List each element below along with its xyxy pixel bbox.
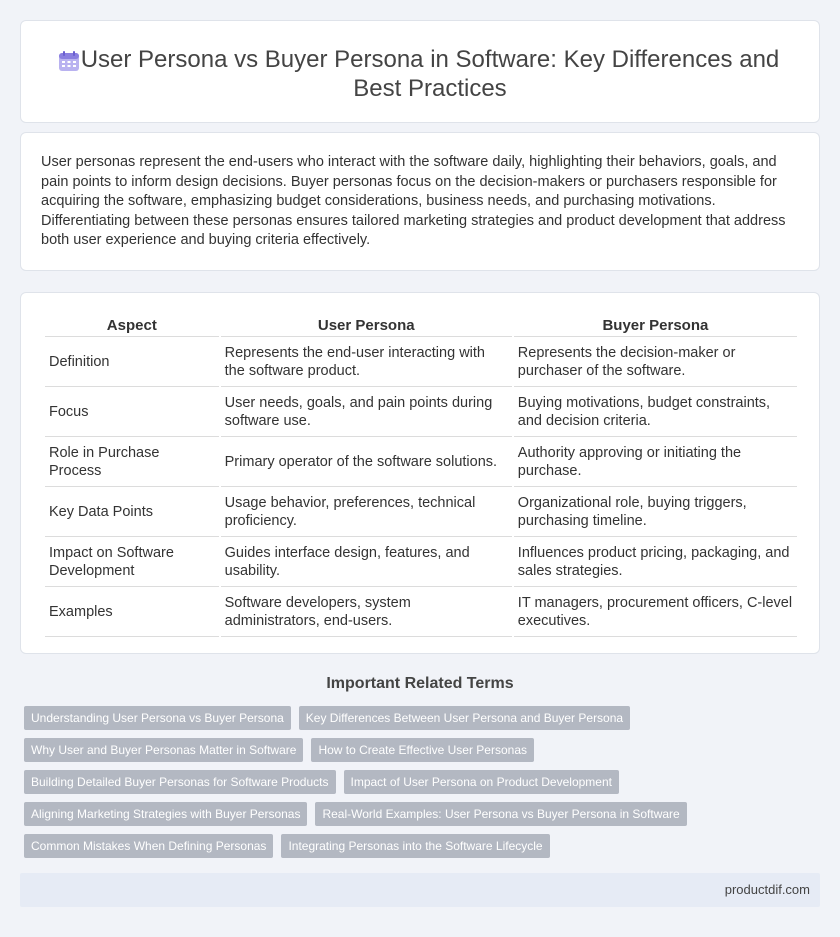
related-term-tag[interactable]: Understanding User Persona vs Buyer Persona: [24, 706, 291, 730]
header-user-persona: User Persona: [221, 313, 512, 337]
buyer-persona-cell: Organizational role, buying triggers, purchasing timeline.: [514, 487, 797, 537]
comparison-table-card: [20, 292, 820, 654]
page-title: User Persona vs Buyer Persona in Software: Key Differences and Best Practices: [80, 46, 780, 102]
aspect-cell: Definition: [45, 337, 219, 387]
buyer-persona-cell: Influences product pricing, packaging, and sales strategies.: [514, 537, 797, 587]
comparison-table: [43, 313, 799, 637]
related-term-tag[interactable]: Aligning Marketing Strategies with Buyer Personas: [24, 802, 307, 826]
aspect-cell: Focus: [45, 387, 219, 437]
intro-card: [20, 132, 820, 271]
intro-paragraph: User personas represent the end-users who interact with the software daily, highlighting their behaviors, goals, and pain points to inform design decisions. Buyer personas focus on the decision-makers or purchasers responsible for acquiring the software, emphasizing budget considerations, business needs, and purchasing motivations. Differentiating between these personas ensures tailored marketing strategies and product development that address both user experience and buying criteria effectively.: [41, 154, 786, 248]
user-persona-cell: Guides interface design, features, and usability.: [221, 537, 512, 587]
title-card: [20, 20, 820, 123]
related-term-tag[interactable]: Real-World Examples: User Persona vs Buyer Persona in Software: [315, 802, 686, 826]
table-row: [45, 387, 797, 437]
related-term-tag[interactable]: Building Detailed Buyer Personas for Software Products: [24, 770, 336, 794]
table-row: [45, 487, 797, 537]
user-persona-cell: Usage behavior, preferences, technical proficiency.: [221, 487, 512, 537]
related-term-tag[interactable]: Impact of User Persona on Product Development: [344, 770, 619, 794]
buyer-persona-cell: IT managers, procurement officers, C-level executives.: [514, 587, 797, 637]
aspect-cell: Key Data Points: [45, 487, 219, 537]
table-row: [45, 587, 797, 637]
footer-site-name[interactable]: productdif.com: [724, 882, 810, 897]
header-aspect: Aspect: [45, 313, 219, 337]
buyer-persona-cell: Authority approving or initiating the purchase.: [514, 437, 797, 487]
footer: [20, 873, 820, 907]
user-persona-cell: User needs, goals, and pain points during software use.: [221, 387, 512, 437]
related-term-tag[interactable]: Common Mistakes When Defining Personas: [24, 834, 273, 858]
table-row: [45, 437, 797, 487]
table-row: [45, 537, 797, 587]
related-terms-heading: Important Related Terms: [326, 675, 514, 692]
buyer-persona-cell: Buying motivations, budget constraints, and decision criteria.: [514, 387, 797, 437]
table-header-row: [45, 313, 797, 337]
buyer-persona-cell: Represents the decision-maker or purchaser of the software.: [514, 337, 797, 387]
aspect-cell: Impact on Software Development: [45, 537, 219, 587]
aspect-cell: Examples: [45, 587, 219, 637]
related-term-tag[interactable]: Key Differences Between User Persona and Buyer Persona: [299, 706, 630, 730]
user-persona-cell: Software developers, system administrators, end-users.: [221, 587, 512, 637]
related-term-tag[interactable]: Why User and Buyer Personas Matter in Software: [24, 738, 303, 762]
table-row: [45, 337, 797, 387]
user-persona-cell: Represents the end-user interacting with the software product.: [221, 337, 512, 387]
header-buyer-persona: Buyer Persona: [514, 313, 797, 337]
related-term-tag[interactable]: How to Create Effective User Personas: [311, 738, 534, 762]
related-terms-list: [24, 706, 820, 866]
related-term-tag[interactable]: Integrating Personas into the Software Lifecycle: [281, 834, 549, 858]
user-persona-cell: Primary operator of the software solutions.: [221, 437, 512, 487]
aspect-cell: Role in Purchase Process: [45, 437, 219, 487]
